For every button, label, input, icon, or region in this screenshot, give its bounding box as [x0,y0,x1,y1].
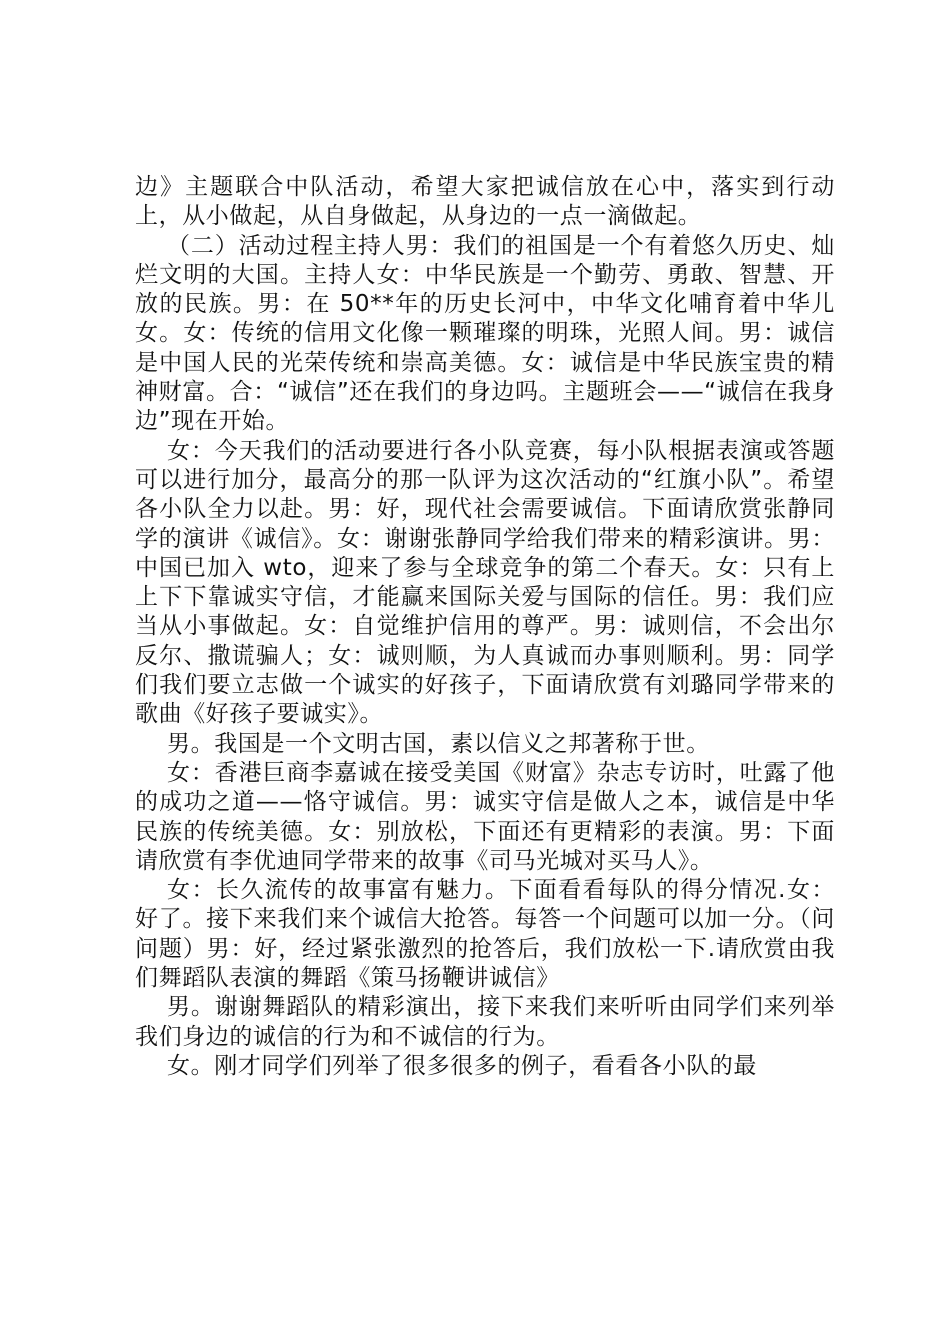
paragraph-activity-process: （二）活动过程主持人男：我们的祖国是一个有着悠久历史、灿烂文明的大国。主持人女：中华民族是一个勤劳、勇敢、智慧、开放的民族。男：在 50**年的历史长河中，中华文化哺育着中华儿女。女：传统的信用文化像一颗璀璨的明珠，光照人间。男：诚信是中国人民的光荣传统和崇高美德。女：诚信是中华民族宝贵的精神财富。合：“诚信”还在我们的身边吗。主题班会——“诚信在我身边”现在开始。 [135,232,835,435]
paragraph-dance-thanks: 男。谢谢舞蹈队的精彩演出，接下来我们来听听由同学们来列举我们身边的诚信的行为和不诚信的行为。 [135,994,835,1050]
paragraph-li-ka-shing: 女：香港巨商李嘉诚在接受美国《财富》杂志专访时，吐露了他的成功之道——恪守诚信。男：诚实守信是做人之本，诚信是中华民族的传统美德。女：别放松，下面还有更精彩的表演。男：下面请欣赏有李优迪同学带来的故事《司马光城对买马人》。 [135,759,835,874]
paragraph-quiz: 女：长久流传的故事富有魅力。下面看看每队的得分情况.女：好了。接下来我们来个诚信大抢答。每答一个问题可以加一分。（问问题）男：好，经过紧张激烈的抢答后，我们放松一下.请欣赏由我们舞蹈队表演的舞蹈《策马扬鞭讲诚信》 [135,877,835,992]
paragraph-ancient-country: 男。我国是一个文明古国，素以信义之邦著称于世。 [167,730,710,757]
paragraph-continuation: 边》主题联合中队活动，希望大家把诚信放在心中，落实到行动上，从小做起，从自身做起，从身边的一点一滴做起。 [135,174,835,230]
paragraph-examples: 女。刚才同学们列举了很多很多的例子，看看各小队的最 [167,1052,757,1079]
document-body [135,173,835,1081]
paragraph-competition: 女：今天我们的活动要进行各小队竞赛，每小队根据表演或答题可以进行加分，最高分的那一队评为这次活动的“红旗小队”。希望各小队全力以赴。男：好，现代社会需要诚信。下面请欣赏张静同学的演讲《诚信》。女：谢谢张静同学给我们带来的精彩演讲。男：中国已加入 wto，迎来了参与全球竞争的第二个春天。女：只有上上下下靠诚实守信，才能赢来国际关爱与国际的信任。男：我们应当从小事做起。女：自觉维护信用的尊严。男：诚则信，不会出尔反尔、撒谎骗人；女：诚则顺，为人真诚而办事则顺利。男：同学们我们要立志做一个诚实的好孩子，下面请欣赏有刘璐同学带来的歌曲《好孩子要诚实》。 [135,437,835,728]
